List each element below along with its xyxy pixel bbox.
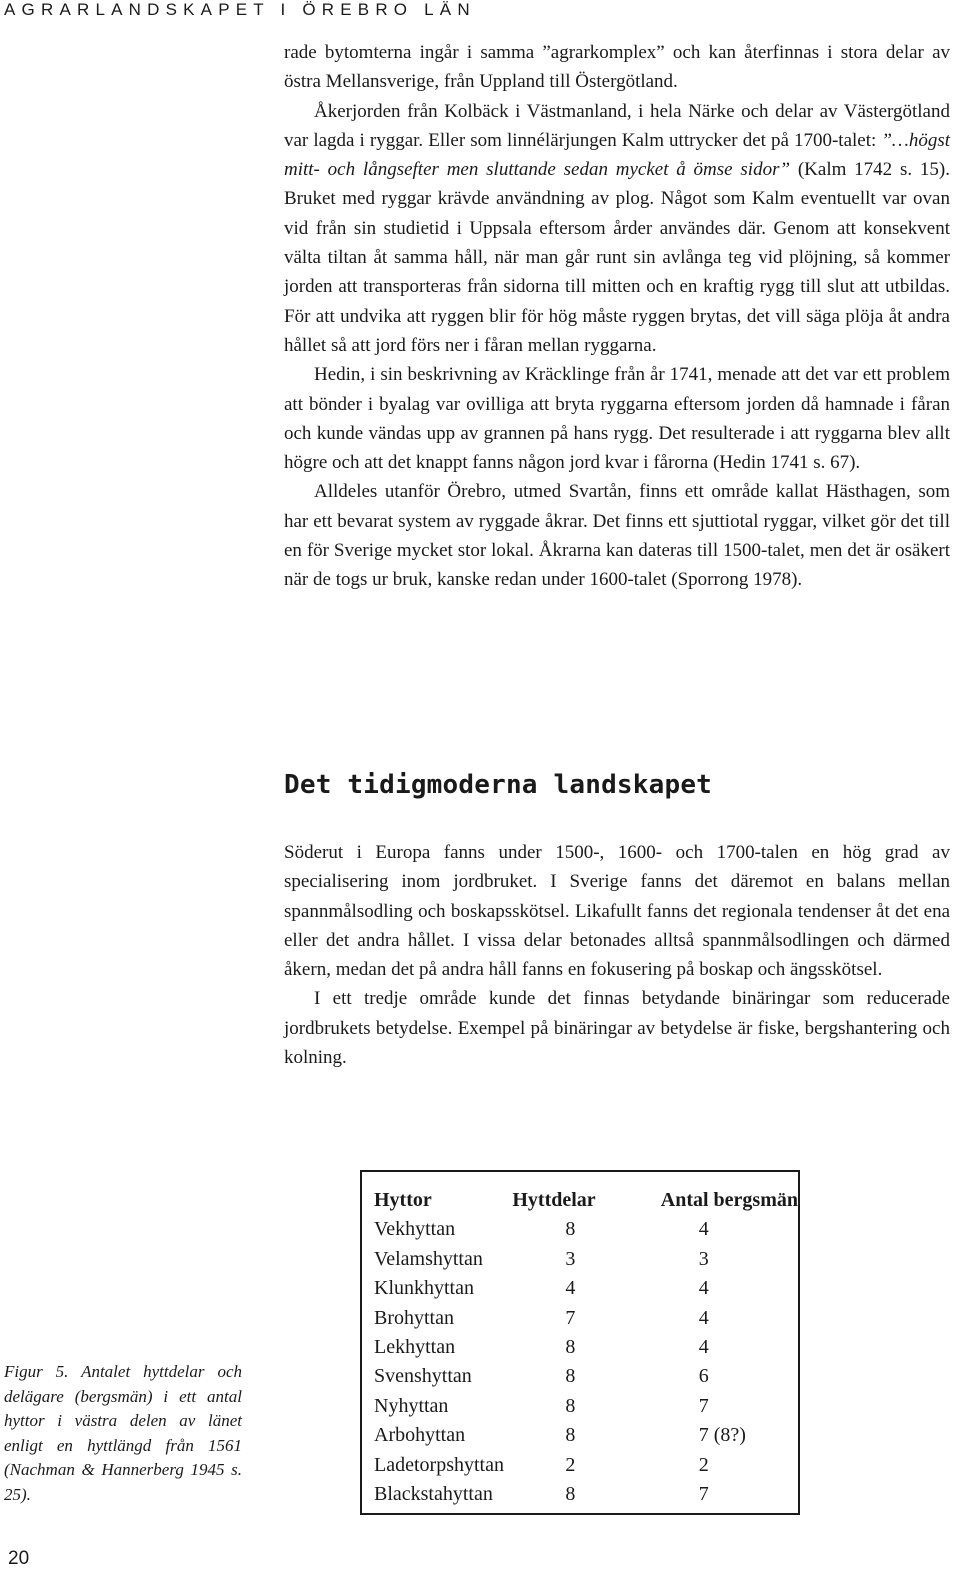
table-row — [374, 1362, 798, 1391]
paragraph: Söderut i Europa fanns under 1500-, 1600- och 1700-talen en hög grad av specialisering inom jordbruket. I Sverige fanns det däremot en balans mellan spannmålsodling och boskapsskötsel. Likafullt fanns det regionala tendenser åt det ena eller det andra hållet. I vissa delar betonades alltså spannmålsodlingen och därmed åkern, medan det på andra håll fanns en fokusering på boskap och ängsskötsel. — [284, 842, 950, 981]
paragraph: I ett tredje område kunde det finnas betydande binäringar som reducerade jordbrukets betydelse. Exempel på binäringar av betydelse är fiske, bergshantering och kolning. — [284, 988, 950, 1069]
cell-hytta: Svenshyttan — [374, 1365, 472, 1388]
figure-caption: Figur 5. Antalet hyttdelar och delägare (bergsmän) i ett antal hyttor i västra delen av länet enligt en hyttlängd från 1561 (Nachman & Hannerberg 1945 s. 25). — [4, 1362, 242, 1504]
body-text-lower — [284, 838, 950, 1072]
column-header-antal-bergsman: Antal bergsmän — [660, 1189, 798, 1211]
cell-hyttdelar: 2 — [565, 1453, 576, 1476]
running-head: AGRARLANDSKAPET I ÖREBRO LÄN — [4, 0, 476, 19]
table-row — [374, 1245, 798, 1274]
cell-hytta: Brohyttan — [374, 1306, 454, 1329]
cell-hytta: Blackstahyttan — [374, 1483, 493, 1506]
cell-hyttdelar: 8 — [565, 1424, 576, 1447]
table-body — [374, 1215, 798, 1509]
cell-hytta: Lekhyttan — [374, 1336, 456, 1359]
table-header-row — [374, 1186, 798, 1215]
cell-bergsman: 7 — [698, 1483, 709, 1506]
cell-hyttdelar: 8 — [565, 1394, 576, 1417]
cell-hyttdelar: 4 — [565, 1277, 576, 1300]
paragraph: rade bytomterna ingår i samma ”agrarkomplex” och kan återfinnas i stora delar av östra Mellansverige, från Uppland till Östergötland. — [284, 42, 950, 93]
hyttor-table — [374, 1186, 798, 1509]
cell-hyttdelar: 8 — [565, 1483, 576, 1506]
cell-bergsman: 4 — [698, 1336, 709, 1359]
cell-hyttdelar: 3 — [565, 1247, 576, 1270]
paragraph: Alldeles utanför Örebro, utmed Svartån, finns ett område kallat Hästhagen, som har ett bevarat system av ryggade åkrar. Det finns ett sjuttiotal ryggar, vilket gör det till en för Sverige mycket stor lokal. Åkrarna kan dateras till 1500-talet, men det är osäkert när de togs ur bruk, kanske redan under 1600-talet (Sporrong 1978). — [284, 481, 950, 591]
cell-hyttdelar: 7 — [565, 1306, 576, 1329]
page-number: 20 — [8, 1548, 30, 1569]
paragraph: Hedin, i sin beskrivning av Kräcklinge från år 1741, menade att det var ett problem att bönder i byalag var ovilliga att bryta ryggarna eftersom jorden då hamnade i fåran och kunde vändas upp av grannen på hans rygg. Det resulterade i att ryggarna blev allt högre och att det knappt fanns någon jord kvar i fårorna (Hedin 1741 s. 67). — [284, 364, 950, 474]
cell-hytta: Vekhyttan — [374, 1218, 456, 1241]
table-row — [374, 1392, 798, 1421]
paragraph: Åkerjorden från Kolbäck i Västmanland, i hela Närke och delar av Västergötland var lagda i ryggar. Eller som linnélärjungen Kalm uttrycker det på 1700-talet: ”…högst mitt- och långsefter men sluttande sedan mycket å ömse sidor” (Kalm 1742 s. 15). Bruket med ryggar krävde användning av plog. Något som Kalm eventuellt var ovan vid från sin studietid i Uppsala eftersom årder användes där. Genom att konsekvent välta tiltan åt samma håll, när man går runt sin avlånga teg vid plöjning, så kommer jorden att transporteras från sidorna till mitten och en kraftig rygg till slut att utbildas. För att undvika att ryggen blir för hög måste ryggen brytas, det vill säga plöja åt andra hållet så att jord förs ner i fåran mellan ryggarna. — [284, 100, 950, 356]
column-header-hyttdelar: Hyttdelar — [512, 1189, 596, 1211]
cell-hyttdelar: 8 — [565, 1218, 576, 1241]
kalm-quote: ”…högst mitt- och långsefter men sluttande sedan mycket å ömse sidor” — [284, 129, 950, 181]
body-text-upper — [284, 38, 950, 595]
cell-hyttdelar: 8 — [565, 1365, 576, 1388]
cell-hyttdelar: 8 — [565, 1336, 576, 1359]
cell-hytta: Ladetorpshyttan — [374, 1453, 504, 1476]
table-row — [374, 1421, 798, 1450]
cell-bergsman: 4 — [698, 1277, 709, 1300]
hyttor-table-box — [360, 1170, 800, 1515]
cell-bergsman: 7 (8?) — [698, 1424, 746, 1447]
cell-bergsman: 6 — [698, 1365, 709, 1388]
cell-hytta: Klunkhyttan — [374, 1277, 474, 1300]
cell-bergsman: 3 — [698, 1247, 709, 1270]
table-row — [374, 1304, 798, 1333]
cell-bergsman: 7 — [698, 1394, 709, 1417]
cell-hytta: Nyhyttan — [374, 1394, 449, 1417]
table-row — [374, 1274, 798, 1303]
cell-bergsman: 2 — [698, 1453, 709, 1476]
cell-bergsman: 4 — [698, 1218, 709, 1241]
cell-hytta: Velamshyttan — [374, 1247, 483, 1270]
cell-bergsman: 4 — [698, 1306, 709, 1329]
section-heading: Det tidigmoderna landskapet — [284, 770, 713, 800]
table-row — [374, 1451, 798, 1480]
cell-hytta: Arbohyttan — [374, 1424, 466, 1447]
table-row — [374, 1215, 798, 1244]
column-header-hyttor: Hyttor — [374, 1189, 432, 1211]
table-row — [374, 1333, 798, 1362]
table-row — [374, 1480, 798, 1509]
